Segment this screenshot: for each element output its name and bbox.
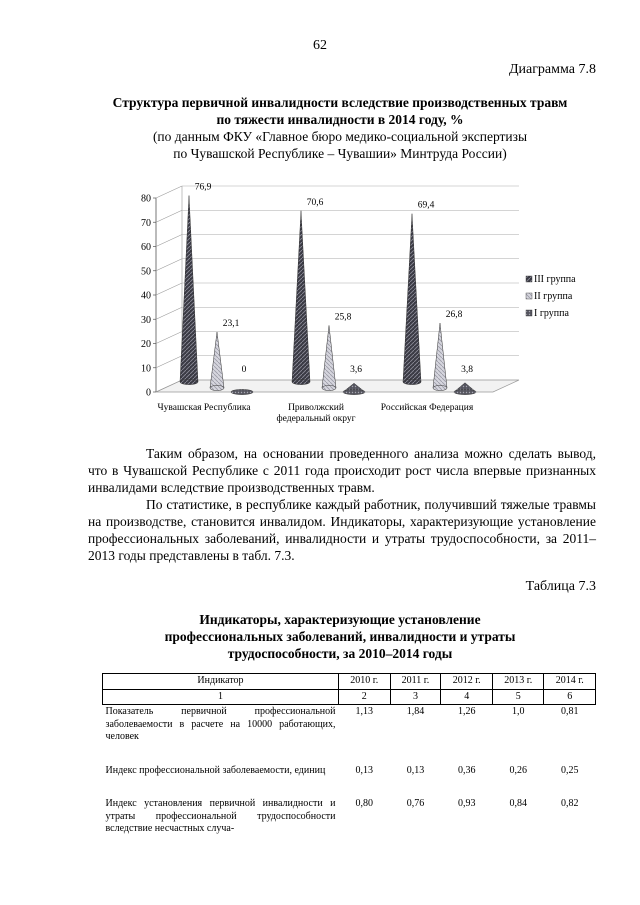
table-cell: 1,13 [355, 706, 373, 717]
table-cell: 0,84 [509, 798, 527, 809]
column-header: 2010 г. [339, 674, 391, 690]
legend-swatch [526, 276, 532, 282]
body-paragraph [88, 496, 596, 564]
gridline-side [156, 210, 182, 222]
table-cell: 0,76 [406, 798, 425, 809]
chart-source-line: (по данным ФКУ «Главное бюро медико-социальной экспертизы [152, 129, 528, 144]
data-label: 3,8 [461, 365, 473, 375]
indicator-name: Индекс профессиональной заболеваемости, единиц [105, 764, 326, 776]
category-label: Приволжский [288, 403, 344, 413]
data-label: 70,6 [306, 197, 324, 208]
gridline-side [156, 186, 182, 198]
column-header: 2014 г. [544, 674, 596, 690]
cone-2 [210, 332, 224, 388]
y-tick-label: 50 [141, 266, 151, 278]
cone-base [210, 385, 224, 390]
cone-2 [322, 325, 336, 388]
cone-3 [231, 389, 253, 394]
paragraph-text: По статистике, в республике каждый работник, получивший тяжелые травмы на производстве, становится инвалидом. Индикаторы, характеризующие установление профессиональных заболеваний, инвалидности и утраты трудоспособности, за 2011–2013 годы представлены в табл. 7.3. [88, 497, 596, 563]
table-cell: 0,13 [355, 764, 373, 776]
chart-title-line: по тяжести инвалидности в 2014 году, % [216, 112, 464, 127]
y-tick-label: 20 [141, 339, 151, 350]
diagram-label: Диаграмма 7.8 [508, 62, 596, 77]
legend-label: II группа [534, 291, 573, 302]
y-tick-label: 70 [141, 217, 151, 229]
cone-base [403, 379, 421, 384]
chart-title [60, 94, 620, 162]
chart-source-line: по Чувашской Республике – Чувашии» Минтруда России) [173, 146, 507, 161]
y-tick-label: 60 [141, 242, 151, 253]
y-tick-label: 30 [141, 314, 151, 326]
table-cell: 0,13 [406, 764, 425, 776]
gridline-side [156, 235, 182, 247]
column-header: 2012 г. [441, 674, 493, 690]
column-number: 5 [492, 689, 544, 705]
column-header: 2011 г. [390, 674, 441, 690]
legend-swatch [526, 293, 532, 299]
table-row [103, 764, 596, 798]
table-row [103, 797, 596, 836]
y-tick-label: 40 [141, 290, 151, 302]
data-label: 76,9 [194, 182, 212, 193]
table-cell: 1,84 [406, 706, 425, 717]
column-number: 1 [103, 689, 339, 705]
table-title [60, 611, 620, 662]
table-row [103, 705, 596, 764]
cone-1 [180, 196, 198, 382]
gridline-side [156, 356, 182, 368]
data-label: 23,1 [222, 318, 240, 329]
indicator-name: Индекс установления первичной инвалидности и утраты профессиональной трудоспособности вследствие несчастных случа- [105, 798, 336, 834]
table-title-line: трудоспособности, за 2010–2014 годы [227, 646, 453, 661]
table-title-line: профессиональных заболеваний, инвалидности и утраты [164, 629, 516, 644]
gridline-side [156, 259, 182, 271]
y-tick-label: 80 [141, 193, 151, 205]
table-cell: 0,82 [560, 798, 579, 809]
category-label: федеральный округ [276, 414, 356, 424]
indicator-name: Показатель первичной профессиональной заболеваемости в расчете на 10000 работающих, человек [105, 706, 336, 742]
legend-label: I группа [534, 308, 569, 319]
legend-swatch [526, 310, 532, 316]
column-header: Индикатор [103, 674, 339, 690]
gridline-side [156, 307, 182, 319]
chart-svg [138, 178, 588, 440]
table-cell: 0,80 [355, 798, 373, 809]
table-cell: 1,0 [511, 706, 525, 717]
cone-base [322, 385, 336, 390]
table-cell: 0,26 [509, 764, 527, 776]
data-label: 25,8 [334, 312, 352, 323]
cone-base [433, 385, 447, 390]
table-title-line: Индикаторы, характеризующие установление [199, 612, 481, 627]
cone-base [292, 379, 310, 384]
column-number: 3 [390, 689, 441, 705]
column-number: 2 [339, 689, 391, 705]
column-number: 6 [544, 689, 596, 705]
cone-base [454, 389, 476, 394]
data-label: 26,8 [445, 310, 463, 321]
category-label: Чувашская Республика [157, 403, 251, 413]
page-number: 62 [313, 38, 327, 53]
gridline-side [156, 332, 182, 344]
paragraph-text: Таким образом, на основании проведенного анализа можно сделать вывод, что в Чувашской Республике с 2011 года происходит рост числа впервые признанных инвалидами вследствие производственных травм. [88, 446, 596, 495]
table-cell: 0,36 [457, 764, 476, 776]
chart-title-line: Структура первичной инвалидности вследствие производственных травм [112, 95, 568, 110]
table-cell: 1,26 [457, 706, 476, 717]
category-label: Российская Федерация [380, 403, 474, 413]
cone-base [180, 379, 198, 384]
table-cell: 0,25 [560, 764, 579, 776]
cone-1 [292, 211, 310, 382]
y-tick-label: 10 [141, 363, 151, 375]
cone-1 [403, 214, 421, 382]
body-paragraph [88, 445, 596, 496]
column-number: 4 [441, 689, 493, 705]
data-label: 69,4 [417, 200, 435, 211]
y-tick-label: 0 [146, 387, 151, 399]
legend-label: III группа [534, 274, 576, 285]
column-number-row [103, 689, 596, 705]
table-header-row [103, 674, 596, 690]
table-label: Таблица 7.3 [525, 579, 596, 594]
data-label: 3,6 [350, 365, 362, 375]
cone-chart [138, 178, 588, 440]
column-header: 2013 г. [492, 674, 544, 690]
data-label: 0 [241, 365, 247, 375]
cone-base [343, 389, 365, 394]
table-cell: 0,93 [457, 798, 476, 809]
indicators-table [102, 673, 596, 836]
gridline-side [156, 283, 182, 295]
table-cell: 0,81 [560, 706, 579, 717]
